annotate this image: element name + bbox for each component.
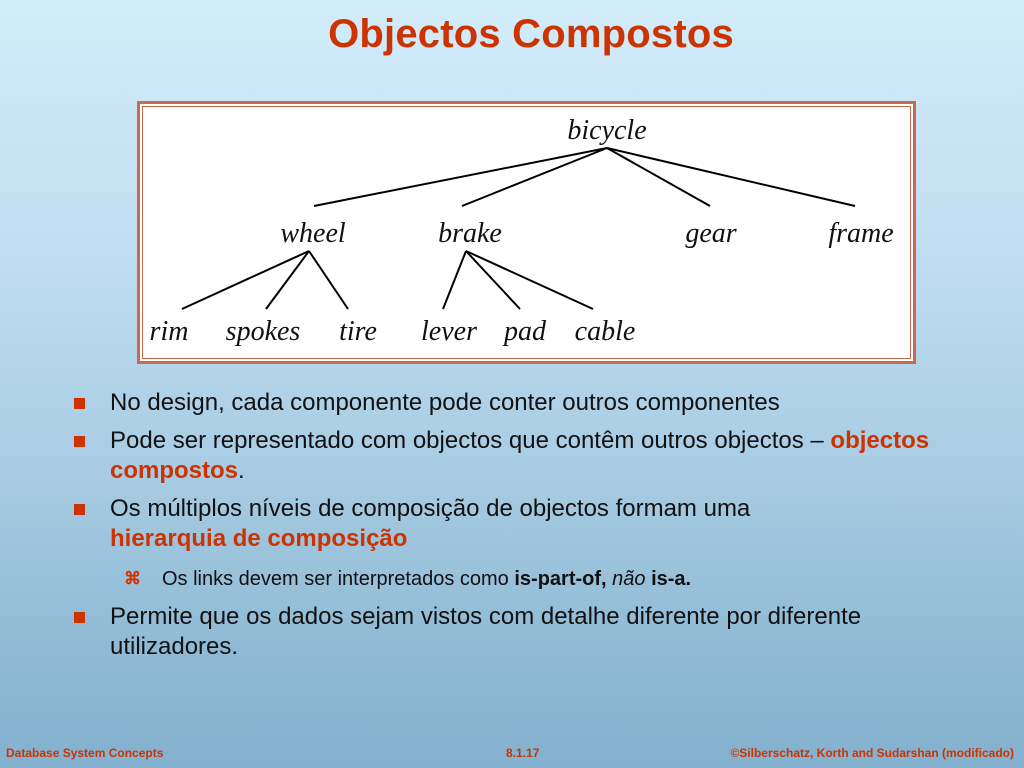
bullet-item xyxy=(72,602,972,662)
tree-svg xyxy=(143,107,910,358)
footer-course: Database System Concepts xyxy=(6,746,164,760)
node-lever: lever xyxy=(421,316,477,347)
footer-slide-number: 8.1.17 xyxy=(506,746,540,760)
bullet-emphasis: hierarquia de composição xyxy=(110,525,408,552)
bullet-text-end: . xyxy=(238,457,245,484)
edge-brake-cable xyxy=(466,251,593,309)
edge-wheel-rim xyxy=(182,251,309,309)
edge-wheel-spokes xyxy=(266,251,309,309)
square-bullet-icon xyxy=(74,612,85,623)
composition-diagram xyxy=(143,107,910,358)
bullet-list xyxy=(72,388,972,670)
slide-footer xyxy=(0,746,1024,762)
footer-copyright: ©Silberschatz, Korth and Sudarshan (modificado) xyxy=(730,746,1014,760)
node-gear: gear xyxy=(685,218,737,249)
bullet-item xyxy=(72,426,972,486)
node-tire: tire xyxy=(339,316,377,347)
node-rim: rim xyxy=(149,316,189,347)
node-cable: cable xyxy=(574,316,636,347)
bullet-text: No design, cada componente pode conter outros componentes xyxy=(110,389,780,416)
x-bullet-icon: ⌘ xyxy=(124,569,141,588)
node-bicycle: bicycle xyxy=(567,115,647,146)
square-bullet-icon xyxy=(74,504,85,515)
edge-bicycle-frame xyxy=(607,148,855,206)
node-spokes: spokes xyxy=(225,316,301,347)
sub-bullet-text: Os links devem ser interpretados como xyxy=(162,568,515,590)
bullet-text: Permite que os dados sejam vistos com detalhe diferente por diferente utilizadores. xyxy=(110,603,862,660)
edge-wheel-tire xyxy=(309,251,348,309)
node-frame: frame xyxy=(828,218,894,249)
edge-bicycle-wheel xyxy=(314,148,607,206)
bullet-text: Pode ser representado com objectos que contêm outros objectos – xyxy=(110,427,831,454)
diagram-frame xyxy=(137,101,916,364)
slide-title: Objectos Compostos xyxy=(328,12,734,56)
edge-brake-lever xyxy=(443,251,466,309)
edge-brake-pad xyxy=(466,251,520,309)
bullet-item xyxy=(72,494,972,554)
node-brake: brake xyxy=(438,218,502,249)
sub-bullet-bold: is-a. xyxy=(651,568,692,590)
node-wheel: wheel xyxy=(280,218,346,249)
edge-bicycle-gear xyxy=(607,148,710,206)
bullet-emphasis: objectos compostos xyxy=(110,427,930,484)
bullet-item xyxy=(72,388,972,418)
bullet-text: Os múltiplos níveis de composição de objectos formam uma xyxy=(110,495,751,522)
square-bullet-icon xyxy=(74,436,85,447)
sub-bullet-italic: não xyxy=(612,568,646,590)
node-pad: pad xyxy=(504,316,546,347)
sub-bullet-item xyxy=(124,566,972,592)
sub-bullet-bold: is-part-of, xyxy=(514,568,607,590)
square-bullet-icon xyxy=(74,398,85,409)
edge-bicycle-brake xyxy=(462,148,607,206)
